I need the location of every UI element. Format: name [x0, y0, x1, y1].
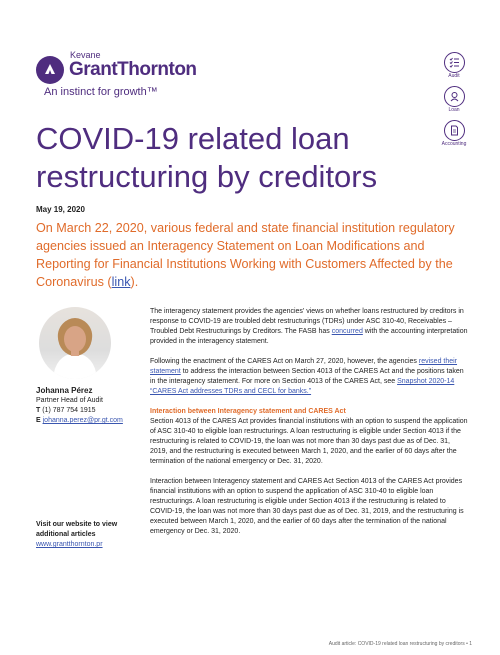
revised-statement-link[interactable]: revised their statement	[150, 358, 458, 375]
side-icon-audit	[434, 52, 474, 79]
body-paragraph-1	[150, 307, 468, 347]
audit-checklist-icon	[444, 52, 465, 73]
brand-name: GrantThornton	[69, 59, 197, 80]
p1-text: The interagency statement provides the agencies' views on whether loans restructured by creditors in response to COVID-19 are troubled debt restructurings (TDRs) under ASC 310-40, Receivables – Troubled Debt Restructurings by Creditors. The FASB has	[150, 308, 464, 335]
accounting-document-icon	[444, 120, 465, 141]
contact-email-row	[36, 416, 146, 426]
intro-text: On March 22, 2020, various federal and state financial institution regulatory agencies issued an Interagency Statement on Loan Modifications and Reporting for Financial Institutions Working with Customers Affected by the Coronavirus (	[36, 221, 455, 289]
article-body	[150, 307, 468, 547]
page-title: COVID-19 related loan restructuring by creditors	[36, 121, 378, 194]
side-label-loan: Loan	[448, 107, 460, 113]
snapshot-link[interactable]: Snapshot 2020-14 “CARES Act addresses TDRs and CECL for banks.”	[150, 378, 455, 395]
contact-name: Johanna Pérez	[36, 386, 93, 395]
p1-text-end: with the accounting interpretation provided in the interagency statement.	[150, 328, 468, 345]
contact-role: Partner Head of Audit	[36, 397, 103, 404]
brand-tagline: An instinct for growth™	[44, 86, 158, 98]
concurred-link[interactable]: concurred	[331, 328, 363, 335]
email-label: E	[36, 417, 41, 424]
brand-prefix: Kevane	[70, 50, 101, 60]
page-footer: Audit article: COVID-19 related loan restructuring by creditors • 1	[328, 641, 472, 647]
contact-phone-row	[36, 406, 146, 416]
contact-card	[36, 386, 146, 426]
visit-heading: Visit our website to view additional articles	[36, 521, 118, 538]
side-label-audit: Audit	[448, 73, 460, 79]
website-link[interactable]: www.grantthornton.pr	[36, 541, 103, 548]
p2-text: Following the enactment of the CARES Act on March 27, 2020, however, the agencies	[150, 358, 419, 365]
publish-date: May 19, 2020	[36, 205, 85, 214]
contact-email[interactable]: johanna.perez@pr.gt.com	[42, 417, 123, 424]
intro-end: ).	[130, 275, 139, 289]
side-label-accounting: Accounting	[441, 141, 467, 147]
contact-phone: (1) 787 754 1915	[42, 407, 96, 414]
section-heading: Interaction between Interagency statement and CARES Act	[150, 408, 346, 415]
grant-thornton-logo-icon	[36, 56, 64, 84]
side-icon-accounting	[434, 120, 474, 147]
intro-link[interactable]: link	[111, 275, 131, 289]
author-photo	[39, 307, 111, 379]
p2-text-mid: to address the interaction between Section 4013 of the CARES Act and the positions taken in the interagency statement. For more on Section 4013 of the CARES Act, see	[150, 368, 464, 385]
body-paragraph-4: Interaction between Interagency statement and CARES Act Section 4013 of the CARES Act provides financial institutions with an option to suspend the application of ASC 310-40 to eligible loan restructurings. A loan restructuring is eligible under Section 4013 if the restructuring is related to COVID-19, the loan was not more than 30 days past due as of Dec. 31, 2019, and the restructuring is executed between March 1, 2020, and the earlier of 60 days after the termination of the national emergency or Dec. 31, 2020.	[150, 478, 464, 535]
body-paragraph-2	[150, 357, 468, 397]
loan-dollar-icon	[444, 86, 465, 107]
intro-paragraph	[36, 219, 476, 291]
visit-website-box	[36, 520, 136, 550]
body-paragraph-3: Section 4013 of the CARES Act provides financial institutions with an option to suspend the application of ASC 310-40 to eligible loan restructurings. A loan restructuring is eligible under Section 4013 if the restructuring is related to COVID-19, the loan was not more than 30 days past due as of Dec. 31, 2019, and the restructuring is executed between March 1, 2020, and the earlier of 60 days after the termination of the national emergency or Dec. 31, 2020.	[150, 418, 468, 465]
phone-label: T	[36, 407, 41, 414]
side-icon-loan	[434, 86, 474, 113]
